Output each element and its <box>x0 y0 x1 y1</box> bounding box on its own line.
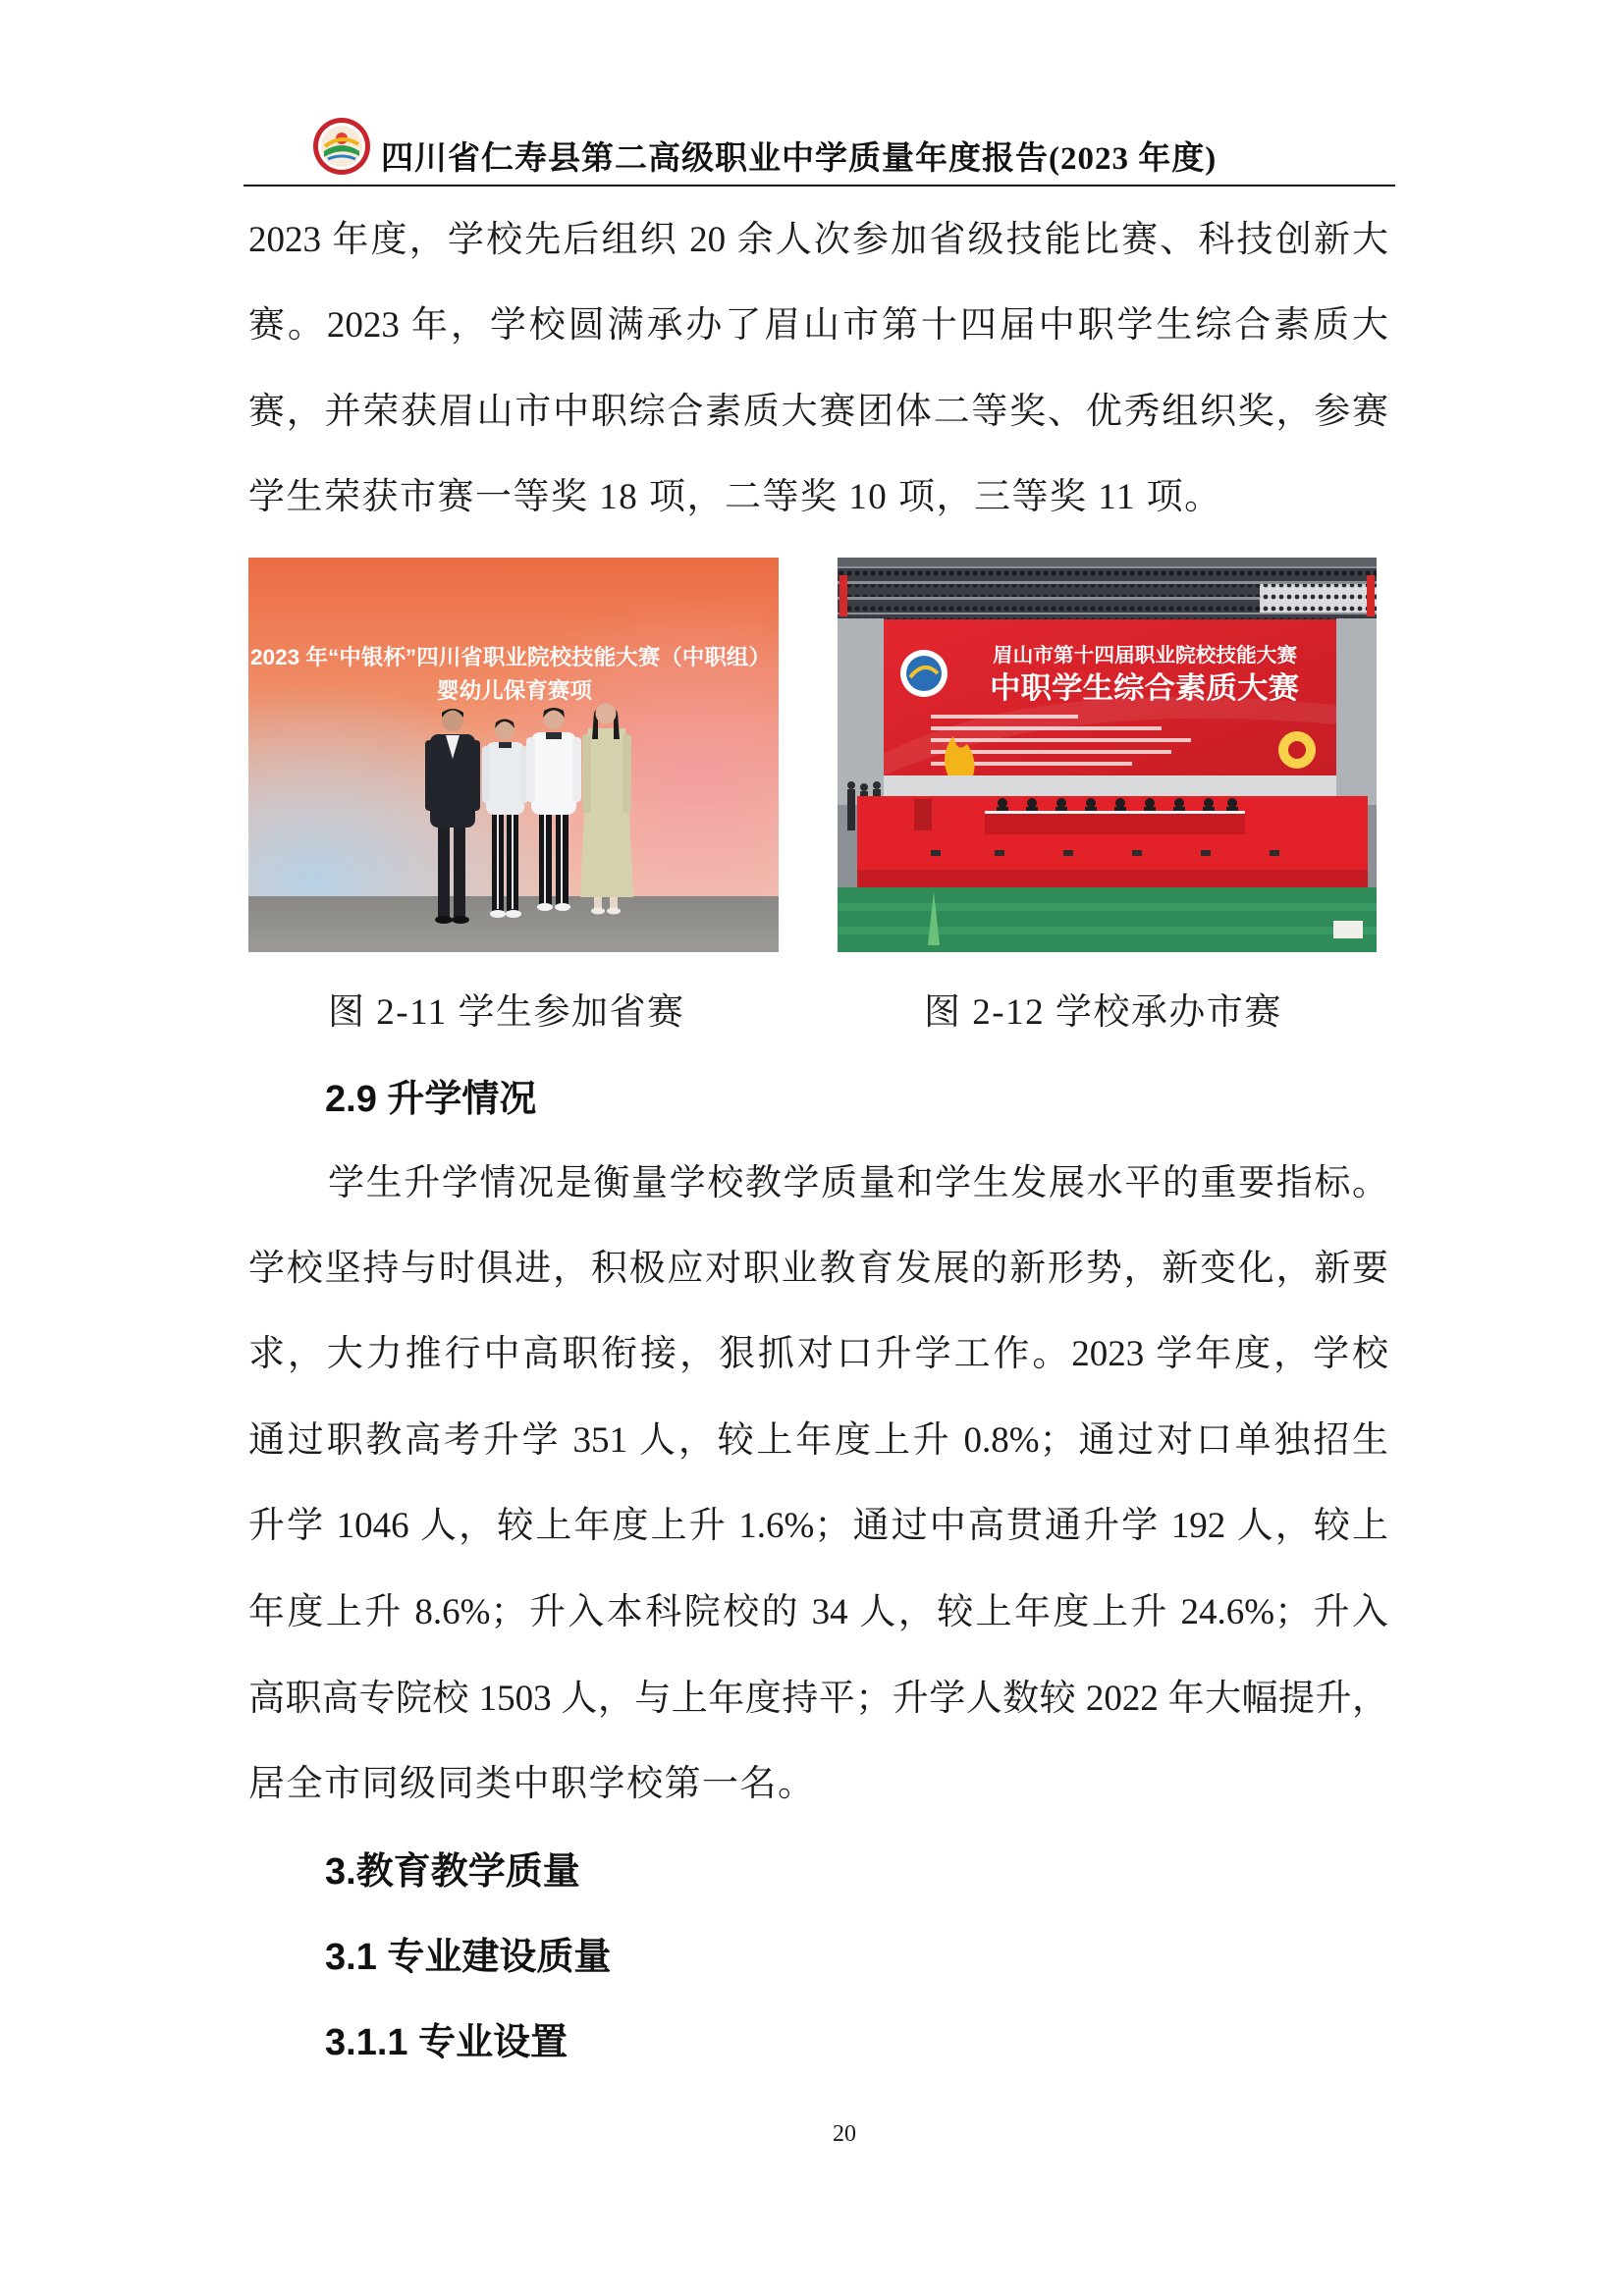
stage-front <box>857 870 1368 889</box>
stage-backwall <box>884 775 1336 797</box>
field-stripe <box>838 927 1377 934</box>
header-divider <box>244 185 1395 187</box>
section-heading: 2.9 升学情况 <box>325 1079 537 1120</box>
gear-decoration <box>1278 731 1316 769</box>
paragraph-line: 学生升学情况是衡量学校教学质量和学生发展水平的重要指标。 <box>328 1163 1388 1203</box>
paragraph-line: 学校坚持与时俱进，积极应对职业教育发展的新形势，新变化，新要 <box>248 1249 1388 1289</box>
sports-field <box>838 887 1377 952</box>
spectator-stands <box>838 568 1377 624</box>
head-table <box>985 813 1245 834</box>
subsection-heading: 3.1 专业建设质量 <box>325 1937 612 1978</box>
paragraph-line: 居全市同级同类中职学校第一名。 <box>248 1764 816 1804</box>
banner-emblem-icon <box>900 650 947 697</box>
paragraph-line: 赛，并荣获眉山市中职综合素质大赛团体二等奖、优秀组织奖，参赛 <box>248 392 1388 432</box>
side-table <box>1333 921 1363 938</box>
person-teacher-woman <box>580 704 633 915</box>
paragraph-line: 升学 1046 人，较上年度上升 1.6%；通过中高贯通升学 192 人，较上 <box>248 1506 1388 1546</box>
paragraph-line: 高职高专院校 1503 人，与上年度持平；升学人数较 2022 年大幅提升， <box>248 1679 1388 1719</box>
podium <box>914 799 932 830</box>
stadium-roof <box>838 558 1377 566</box>
figure-caption: 图 2-12 学校承办市赛 <box>924 992 1282 1033</box>
photo-city-competition <box>838 558 1377 952</box>
paragraph-line: 通过职教高考升学 351 人，较上年度上升 0.8%；通过对口单独招生 <box>248 1420 1388 1461</box>
photo-provincial-competition <box>248 558 779 952</box>
paragraph-line: 2023 年度，学校先后组织 20 余人次参加省级技能比赛、科技创新大 <box>248 220 1388 260</box>
paragraph-line: 求，大力推行中高职衔接，狠抓对口升学工作。2023 学年度，学校 <box>248 1334 1388 1374</box>
backdrop-title: 2023 年“中银杯”四川省职业院校技能大赛（中职组） <box>250 645 771 669</box>
backdrop-subtitle: 婴幼儿保育赛项 <box>437 678 594 703</box>
section-heading: 3.教育教学质量 <box>325 1851 580 1893</box>
right-pillar <box>1336 618 1377 805</box>
left-pillar <box>838 618 884 805</box>
banner-title: 眉山市第十四届职业院校技能大赛 <box>993 645 1287 667</box>
page-number: 20 <box>833 2121 856 2147</box>
table-cloth-edge <box>985 811 1245 814</box>
red-flag <box>839 575 847 616</box>
red-flag <box>1367 575 1375 616</box>
subsubsection-heading: 3.1.1 专业设置 <box>325 2022 568 2063</box>
school-emblem-icon <box>312 117 371 176</box>
field-stripe <box>838 903 1377 911</box>
report-header-title: 四川省仁寿县第二高级职业中学质量年度报告(2023 年度) <box>381 141 1218 177</box>
paragraph-line: 学生荣获市赛一等奖 18 项，二等奖 10 项，三等奖 11 项。 <box>248 477 1222 517</box>
figure-caption: 图 2-11 学生参加省赛 <box>328 992 685 1033</box>
banner-subtitle: 中职学生综合素质大赛 <box>990 672 1284 705</box>
paragraph-line: 赛。2023 年，学校圆满承办了眉山市第十四届中职学生综合素质大 <box>248 305 1388 346</box>
paragraph-line: 年度上升 8.6%；升入本科院校的 34 人，较上年度上升 24.6%；升入 <box>248 1592 1388 1632</box>
